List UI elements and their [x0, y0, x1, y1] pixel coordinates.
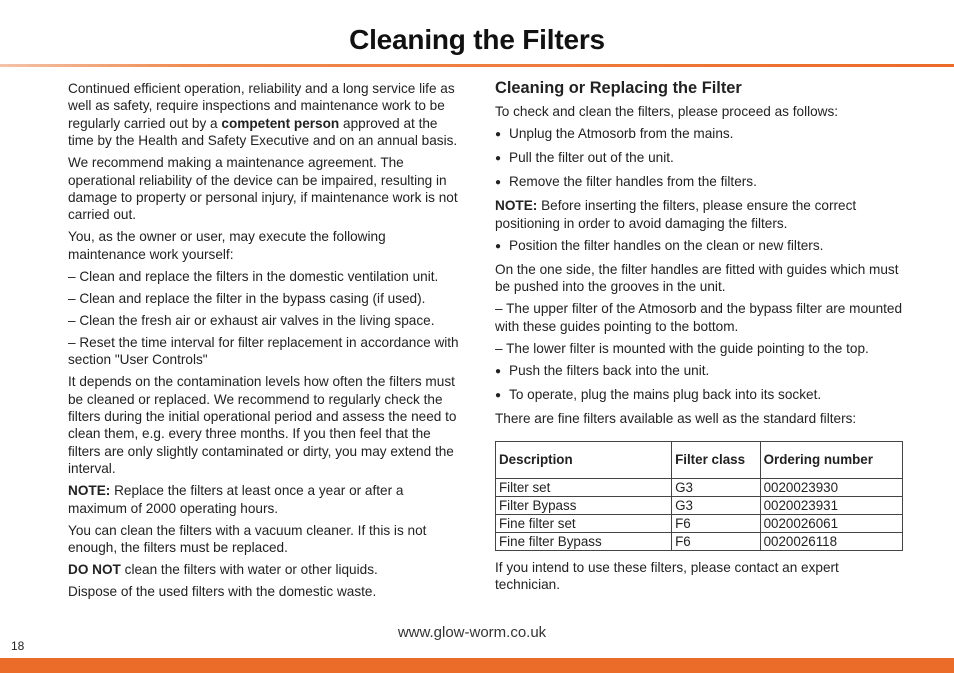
table-cell: Filter set: [496, 479, 672, 497]
table-row: [496, 497, 903, 515]
step-item: ● Pull the filter out of the unit.: [495, 149, 905, 168]
maintenance-item: – Clean and replace the filter in the bypass casing (if used).: [68, 290, 426, 306]
note-paragraph: NOTE: Replace the filters at least once a year or after a maximum of 2000 operating hours.: [68, 483, 404, 516]
guides-paragraph: On the one side, the filter handles are fitted with guides which must be pushed into the grooves in the unit.: [495, 261, 899, 295]
table-row: [496, 533, 903, 551]
right-column: [495, 80, 905, 598]
procedure-intro: To check and clean the filters, please proceed as follows:: [495, 104, 839, 120]
maintenance-item: – Clean the fresh air or exhaust air valves in the living space.: [68, 312, 435, 328]
agreement-paragraph: We recommend making a maintenance agreement. The operational reliability of the device can be impaired, resulting in damage to property or personal injury, if maintenance work is not carried out.: [68, 155, 458, 223]
left-column: [68, 80, 466, 605]
column-header: Filter class: [672, 442, 761, 479]
step-item: ● Push the filters back into the unit.: [495, 362, 905, 381]
table-cell: F6: [672, 533, 761, 551]
maintenance-item: – Clean and replace the filters in the domestic ventilation unit.: [68, 268, 439, 284]
guide-item: – The lower filter is mounted with the guide pointing to the top.: [495, 340, 869, 356]
table-row: [496, 515, 903, 533]
table-cell: F6: [672, 515, 761, 533]
step-item: ● Position the filter handles on the clean or new filters.: [495, 237, 905, 256]
step-item: ● Remove the filter handles from the filters.: [495, 173, 905, 192]
table-cell: 0020023930: [760, 479, 902, 497]
column-header: Ordering number: [760, 442, 902, 479]
fine-filters-paragraph: There are fine filters available as well as the standard filters:: [495, 410, 857, 426]
table-cell: Filter Bypass: [496, 497, 672, 515]
table-cell: G3: [672, 479, 761, 497]
footer-band: [0, 658, 954, 673]
note-paragraph: NOTE: Before inserting the filters, please ensure the correct positioning in order to avoid damaging the filters.: [495, 198, 857, 231]
contact-paragraph: If you intend to use these filters, please contact an expert technician.: [495, 560, 839, 593]
guide-item: – The upper filter of the Atmosorb and the bypass filter are mounted with these guides pointing to the bottom.: [495, 301, 903, 334]
contamination-paragraph: It depends on the contamination levels how often the filters must be cleaned or replaced. We recommend to regularly check the filters during the initial operational period and assess the need to clean them, e.g. every three months. If you then feel that the filters are only slightly contaminated or dirty, you may extend the interval.: [68, 374, 457, 477]
filters-table: [495, 441, 903, 551]
intro-paragraph: Continued efficient operation, reliability and a long service life as well as safety, require inspections and maintenance work to be regularly carried out by a competent person approved at the time by the Health and Safety Executive and on an annual basis.: [68, 81, 458, 149]
page-number: 18: [11, 639, 25, 653]
owner-paragraph: You, as the owner or user, may execute the following maintenance work yourself:: [68, 229, 386, 262]
table-cell: Fine filter set: [496, 515, 672, 533]
table-header-row: [496, 442, 903, 479]
table-cell: 0020026118: [760, 533, 902, 551]
vacuum-paragraph: You can clean the filters with a vacuum cleaner. If this is not enough, the filters must be replaced.: [68, 522, 427, 556]
table-cell: G3: [672, 497, 761, 515]
step-item: ● To operate, plug the mains plug back into its socket.: [495, 386, 905, 405]
website-url: www.glow-worm.co.uk: [397, 624, 547, 641]
table-cell: 0020026061: [760, 515, 902, 533]
table-cell: 0020023931: [760, 497, 902, 515]
table-row: [496, 479, 903, 497]
dispose-paragraph: Dispose of the used filters with the domestic waste.: [68, 584, 377, 600]
maintenance-item: – Reset the time interval for filter replacement in accordance with section "User Controls": [68, 334, 459, 368]
step-item: ● Unplug the Atmosorb from the mains.: [495, 125, 905, 144]
page-title: Cleaning the Filters: [349, 24, 605, 55]
table-cell: Fine filter Bypass: [496, 533, 672, 551]
column-header: Description: [496, 442, 672, 479]
do-not-paragraph: DO NOT clean the filters with water or other liquids.: [68, 562, 378, 578]
title-rule: [0, 64, 954, 67]
section-heading: Cleaning or Replacing the Filter: [495, 79, 742, 97]
